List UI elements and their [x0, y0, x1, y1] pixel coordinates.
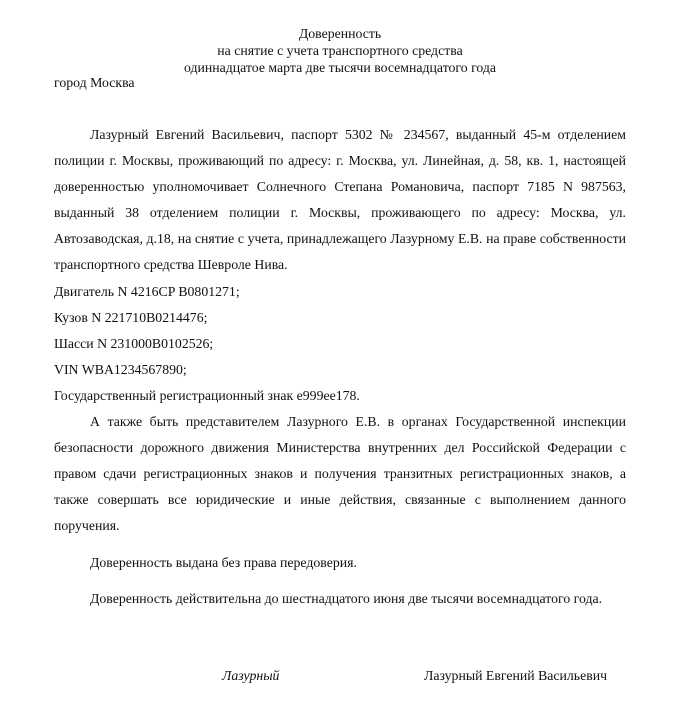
signer-full-name: Лазурный Евгений Васильевич [424, 668, 608, 683]
document-body [54, 122, 626, 612]
chassis-line: Шасси N 231000B0102526; [54, 335, 214, 351]
handwritten-signature: Лазурный [222, 668, 280, 683]
body-number-line: Кузов N 221710B0214476; [54, 309, 208, 325]
title-line-2: на снятие с учета транспортного средства [217, 43, 463, 58]
title-line-1: Доверенность [298, 26, 382, 41]
no-substitution-paragraph: Доверенность выдана без права передоверия. [90, 554, 357, 570]
title-line-3: одиннадцатое марта две тысячи восемнадцатого года [183, 60, 497, 75]
vin-line: VIN WBA1234567890; [54, 361, 187, 377]
plate-line: Государственный регистрационный знак е999ее178. [54, 387, 360, 403]
document-title [0, 25, 680, 76]
representative-paragraph: А также быть представителем Лазурного Е.В. в органах Государственной инспекции безопасности дорожного движения Министерства внутренних дел Российской Федерации с правом сдачи регистрационных знаков и получения транзитных регистрационных знаков, а также совершать все юридические и иные действия, связанные с выполнением данного поручения. [54, 414, 626, 534]
validity-paragraph: Доверенность действительна до шестнадцатого июня две тысячи восемнадцатого года. [90, 590, 603, 606]
engine-line: Двигатель N 4216CP B0801271; [54, 283, 240, 299]
main-paragraph: Лазурный Евгений Васильевич, паспорт 5302 № 234567, выданный 45-м отделением полиции г. Москвы, проживающий по адресу: г. Москва, ул. Линейная, д. 58, кв. 1, настоящей доверенностью уполномочивает Солнечного Степана Романовича, паспорт 7185 N 987563, выданный 38 отделением полиции г. Москвы, проживающего по адресу: Москва, ул. Автозаводская, д.18, на снятие с учета, принадлежащего Лазурному Е.В. на праве собственности транспортного средства Шевроле Нива. [54, 127, 626, 273]
city-label: город Москва [54, 75, 135, 90]
